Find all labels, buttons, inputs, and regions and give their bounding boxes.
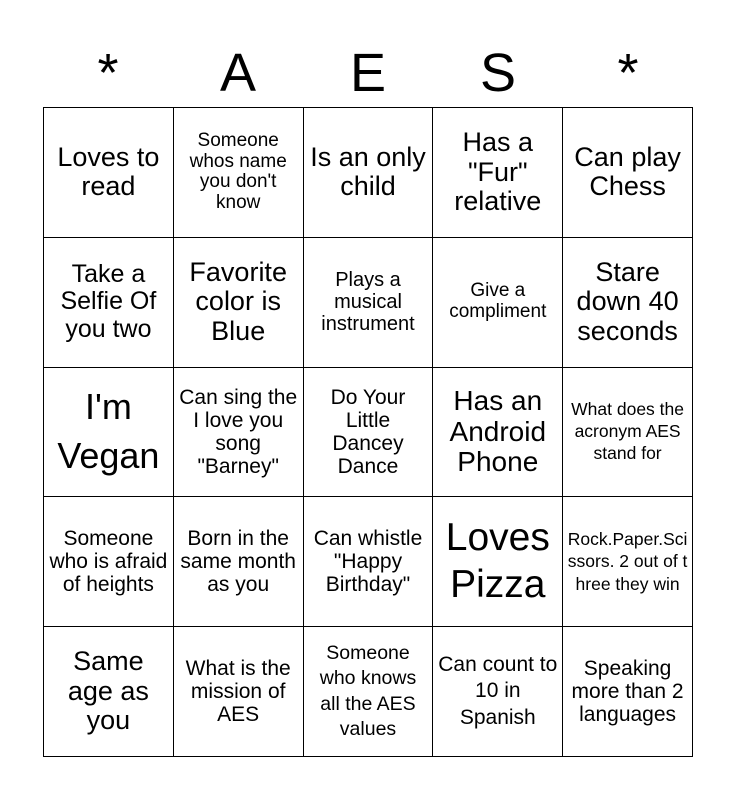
bingo-cell[interactable]: Can sing the I love you song "Barney": [173, 367, 303, 497]
bingo-cell[interactable]: Can count to 10 in Spanish: [433, 627, 563, 757]
header-letter: S: [479, 43, 517, 103]
board-row: [44, 497, 693, 627]
bingo-cell[interactable]: Loves Pizza: [433, 497, 563, 627]
bingo-cell[interactable]: I'm Vegan: [44, 367, 174, 497]
bingo-cell[interactable]: What is the mission of AES: [173, 627, 303, 757]
header-letter: A: [219, 43, 257, 103]
bingo-cell[interactable]: What does the acronym AES stand for: [563, 367, 693, 497]
bingo-board: [43, 107, 693, 757]
bingo-cell[interactable]: Someone whos name you don't know: [173, 108, 303, 238]
bingo-cell[interactable]: Someone who knows all the AES values: [303, 627, 433, 757]
board-row: [44, 627, 693, 757]
bingo-cell[interactable]: Loves to read: [44, 108, 174, 238]
bingo-cell[interactable]: Favorite color is Blue: [173, 237, 303, 367]
header-letter: *: [617, 43, 639, 103]
bingo-cell[interactable]: Same age as you: [44, 627, 174, 757]
bingo-cell[interactable]: Give a compliment: [433, 237, 563, 367]
bingo-cell[interactable]: Can whistle "Happy Birthday": [303, 497, 433, 627]
bingo-cell[interactable]: Rock.Paper.Scissors. 2 out of three they win: [563, 497, 693, 627]
bingo-header: [43, 40, 693, 106]
header-letter: *: [97, 43, 119, 103]
bingo-cell[interactable]: Do Your Little Dancey Dance: [303, 367, 433, 497]
bingo-cell[interactable]: Is an only child: [303, 108, 433, 238]
bingo-cell[interactable]: Can play Chess: [563, 108, 693, 238]
bingo-cell[interactable]: Stare down 40 seconds: [563, 237, 693, 367]
board-row: [44, 237, 693, 367]
bingo-cell[interactable]: Take a Selfie Of you two: [44, 237, 174, 367]
header-letter: E: [349, 43, 387, 103]
bingo-cell[interactable]: Born in the same month as you: [173, 497, 303, 627]
bingo-cell[interactable]: Speaking more than 2 languages: [563, 627, 693, 757]
bingo-cell[interactable]: Has a "Fur" relative: [433, 108, 563, 238]
bingo-cell[interactable]: Has an Android Phone: [433, 367, 563, 497]
bingo-cell[interactable]: Someone who is afraid of heights: [44, 497, 174, 627]
bingo-cell[interactable]: Plays a musical instrument: [303, 237, 433, 367]
board-row: [44, 367, 693, 497]
board-row: [44, 108, 693, 238]
